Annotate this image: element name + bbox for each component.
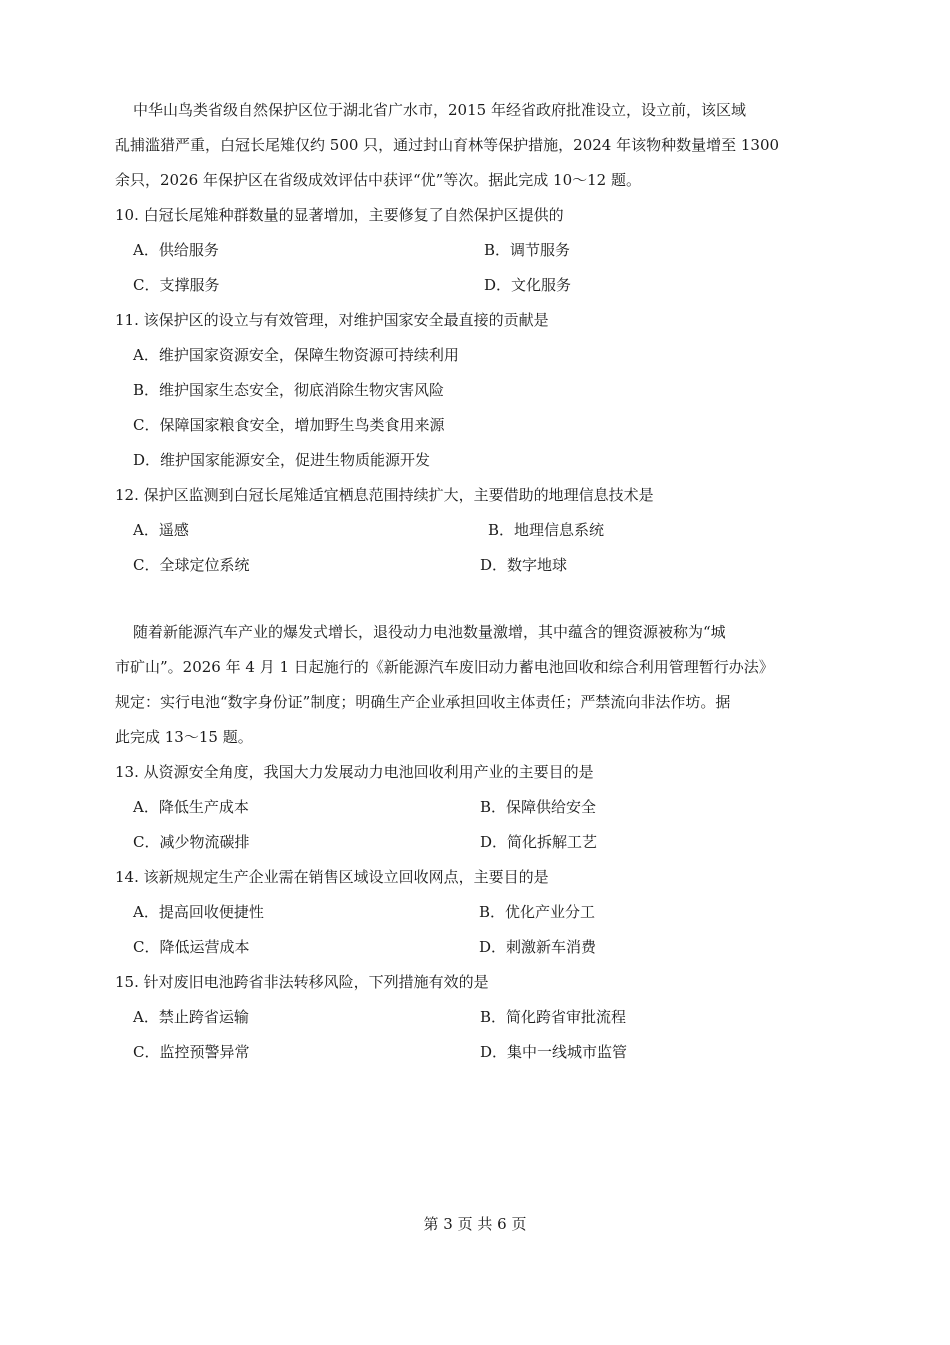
question-13-option-d: D．简化拆解工艺 xyxy=(480,833,598,851)
question-14-option-b: B．优化产业分工 xyxy=(479,903,596,921)
question-10-stem: 10. 白冠长尾雉种群数量的显著增加，主要修复了自然保护区提供的 xyxy=(115,206,564,224)
question-11-option-b: B．维护国家生态安全，彻底消除生物灾害风险 xyxy=(133,381,445,399)
question-12-option-c: C．全球定位系统 xyxy=(133,556,250,574)
question-15-stem: 15. 针对废旧电池跨省非法转移风险，下列措施有效的是 xyxy=(115,973,489,991)
question-12-option-b: B．地理信息系统 xyxy=(488,521,605,539)
question-11-option-c: C．保障国家粮食安全，增加野生鸟类食用来源 xyxy=(133,416,445,434)
question-10-option-d: D．文化服务 xyxy=(484,276,572,294)
question-10-option-b: B．调节服务 xyxy=(484,241,571,259)
question-15-option-c: C．监控预警异常 xyxy=(133,1043,250,1061)
question-10-option-a: A．供给服务 xyxy=(133,241,219,259)
question-15-option-b: B．简化跨省审批流程 xyxy=(480,1008,627,1026)
page-number: 第 3 页 共 6 页 xyxy=(423,1215,527,1233)
passage2-line-3: 规定：实行电池“数字身份证”制度；明确生产企业承担回收主体责任；严禁流向非法作坊。据 xyxy=(115,693,731,711)
question-13-option-a: A．降低生产成本 xyxy=(133,798,249,816)
question-11-option-a: A．维护国家资源安全，保障生物资源可持续利用 xyxy=(133,346,459,364)
question-13-option-b: B．保障供给安全 xyxy=(480,798,597,816)
question-14-option-c: C．降低运营成本 xyxy=(133,938,250,956)
passage1-line-3: 余只，2026 年保护区在省级成效评估中获评“优”等次。据此完成 10～12 题。 xyxy=(115,171,641,189)
passage1-line-2: 乱捕滥猎严重，白冠长尾雉仅约 500 只，通过封山育林等保护措施，2024 年该物种数量增至 1300 xyxy=(115,136,780,154)
question-15-option-a: A．禁止跨省运输 xyxy=(133,1008,249,1026)
question-13-option-c: C．减少物流碳排 xyxy=(133,833,250,851)
question-14-stem: 14. 该新规规定生产企业需在销售区域设立回收网点，主要目的是 xyxy=(115,868,549,886)
question-15-option-d: D．集中一线城市监管 xyxy=(480,1043,628,1061)
question-11-option-d: D．维护国家能源安全，促进生物质能源开发 xyxy=(133,451,431,469)
passage1-line-1: 中华山鸟类省级自然保护区位于湖北省广水市，2015 年经省政府批准设立，设立前，该区域 xyxy=(133,101,746,119)
question-14-option-a: A．提高回收便捷性 xyxy=(133,903,264,921)
question-11-stem: 11. 该保护区的设立与有效管理，对维护国家安全最直接的贡献是 xyxy=(115,311,549,329)
question-14-option-d: D．刺激新车消费 xyxy=(479,938,597,956)
question-10-option-c: C．支撑服务 xyxy=(133,276,220,294)
question-12-stem: 12. 保护区监测到白冠长尾雉适宜栖息范围持续扩大，主要借助的地理信息技术是 xyxy=(115,486,654,504)
question-12-option-d: D．数字地球 xyxy=(480,556,568,574)
question-12-option-a: A．遥感 xyxy=(133,521,189,539)
passage2-line-4: 此完成 13～15 题。 xyxy=(115,728,253,746)
question-13-stem: 13. 从资源安全角度，我国大力发展动力电池回收利用产业的主要目的是 xyxy=(115,763,594,781)
passage2-line-2: 市矿山”。2026 年 4 月 1 日起施行的《新能源汽车废旧动力蓄电池回收和综合利用管理暂行办法》 xyxy=(115,658,774,676)
passage2-line-1: 随着新能源汽车产业的爆发式增长，退役动力电池数量激增，其中蕴含的锂资源被称为“城 xyxy=(133,623,726,641)
